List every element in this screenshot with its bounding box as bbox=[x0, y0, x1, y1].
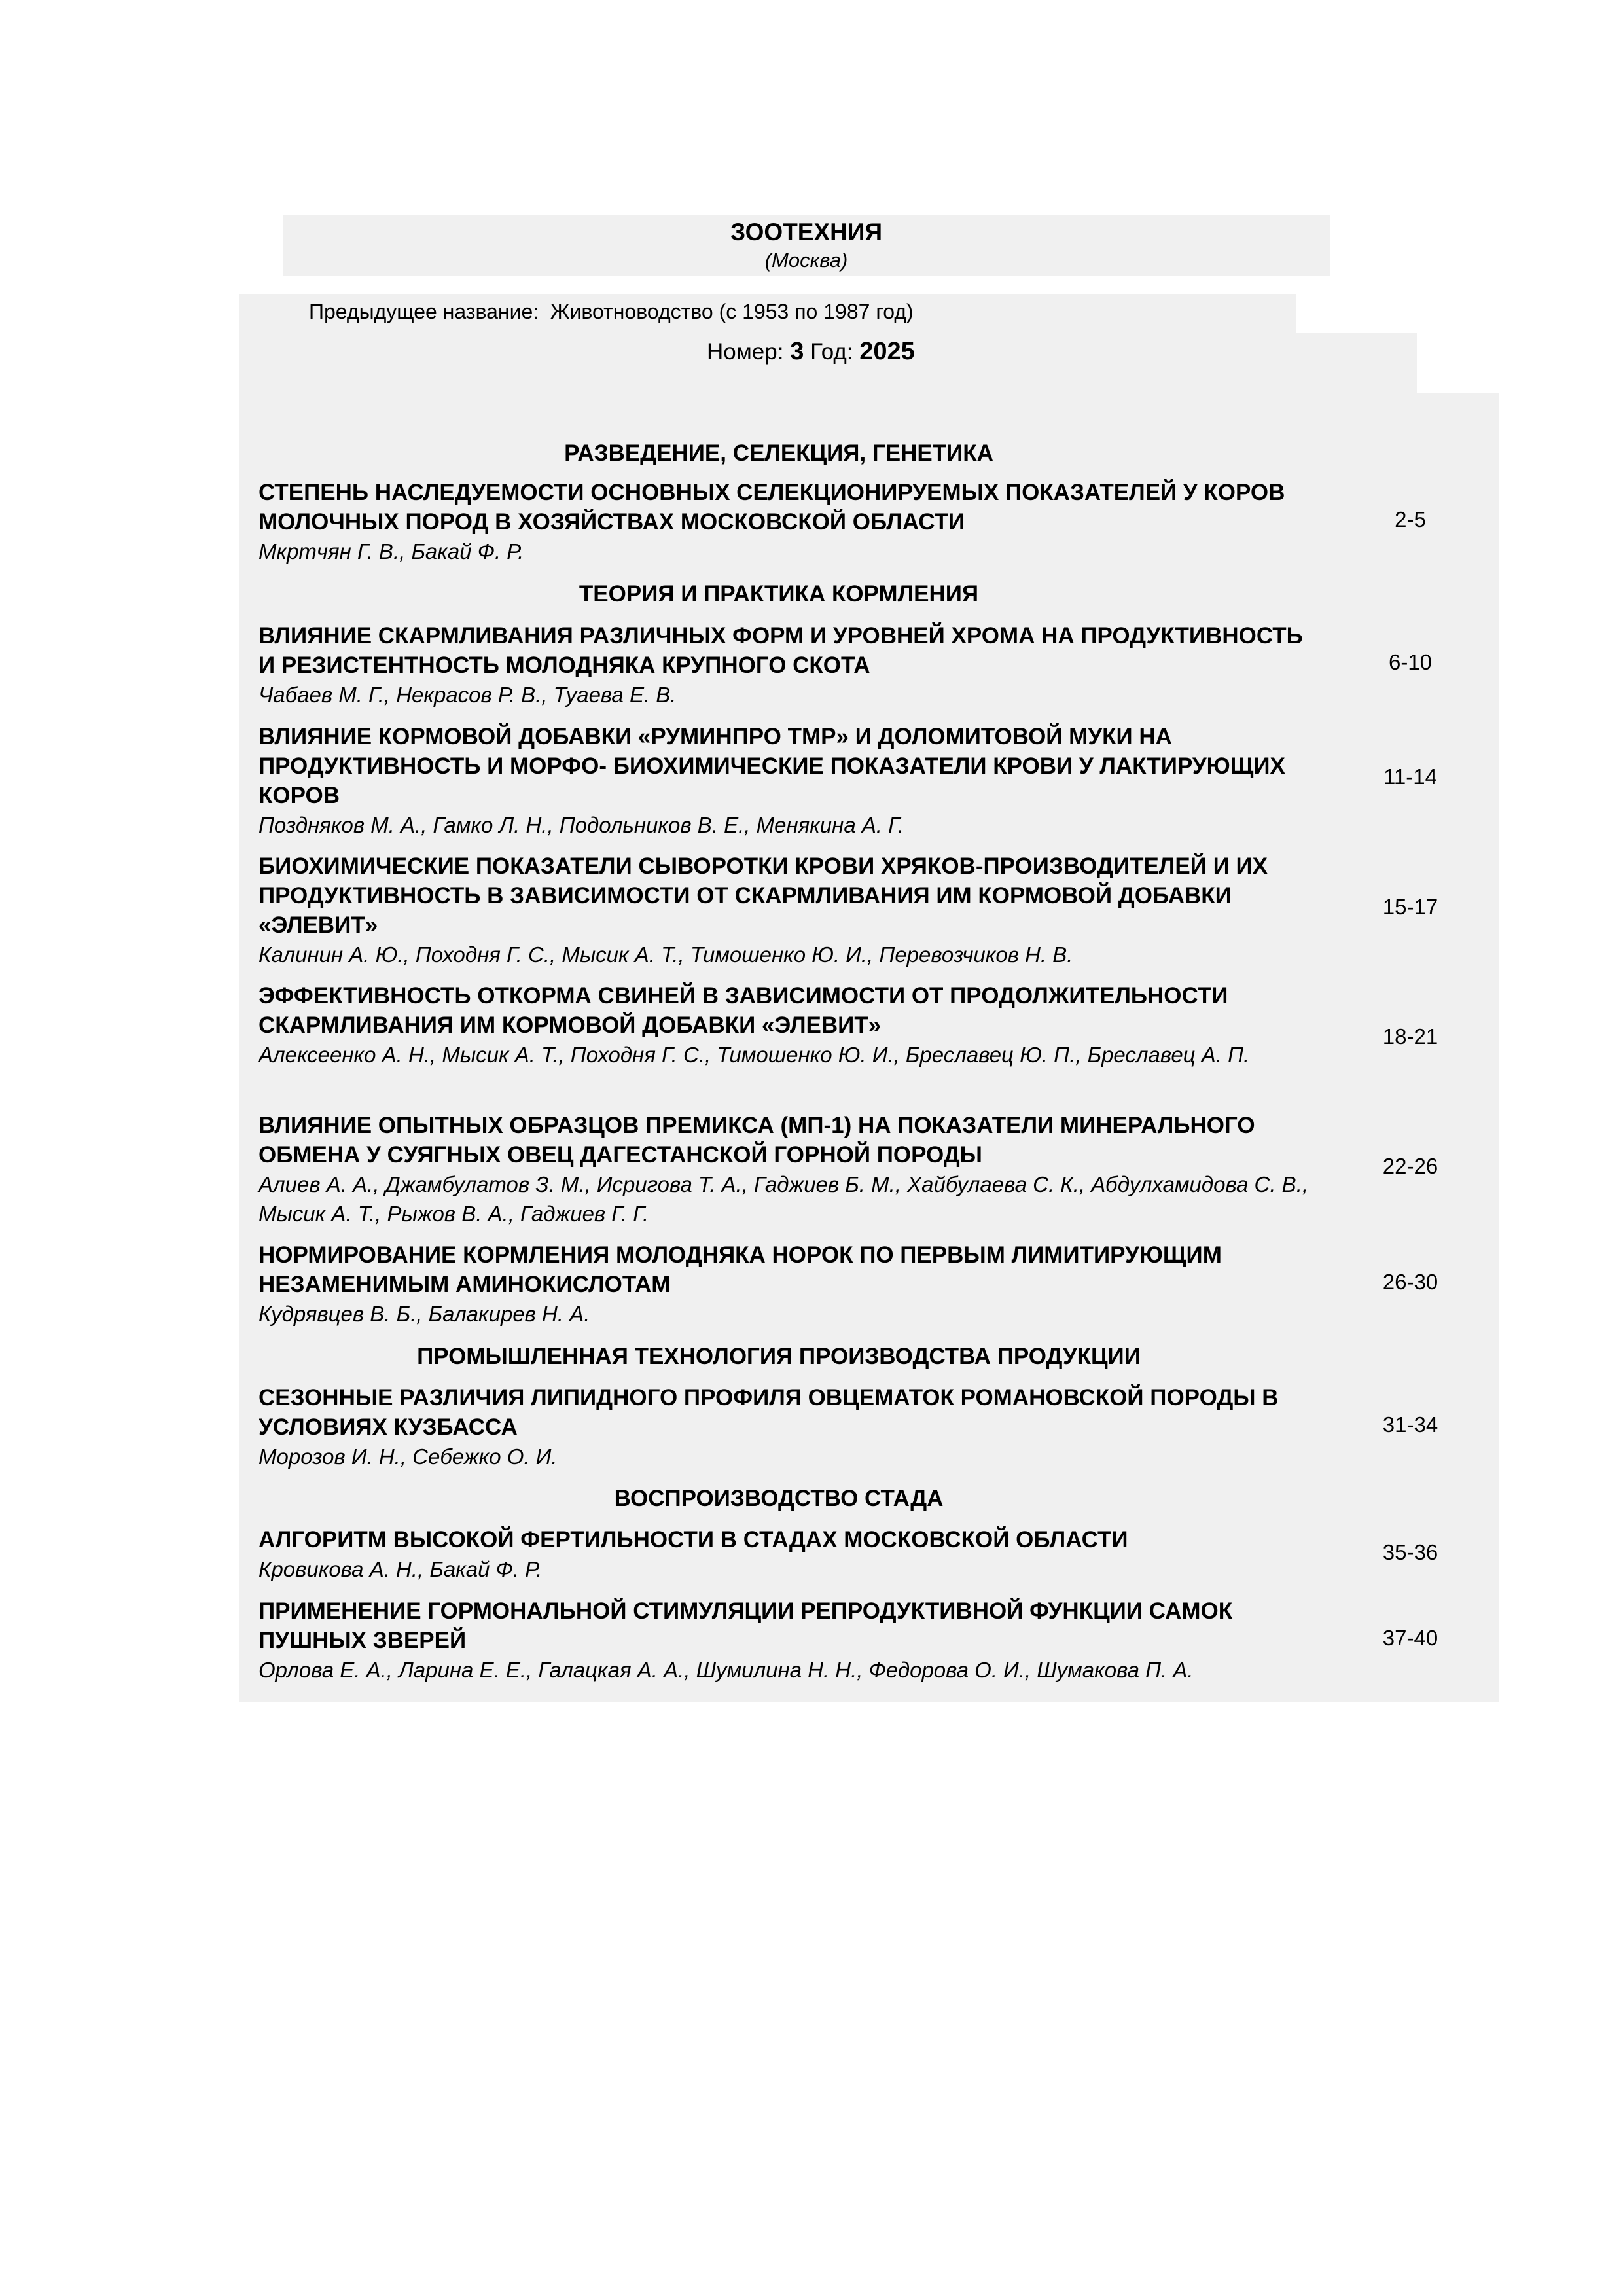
article-authors: Калинин А. Ю., Походня Г. С., Мысик А. Т., Тимошенко Ю. И., Перевозчиков Н. В. bbox=[259, 942, 1073, 967]
year-label: Год: bbox=[810, 339, 853, 365]
article-entry bbox=[259, 1111, 1319, 1229]
article-authors: Алиев А. А., Джамбулатов З. М., Исригова Т. А., Гаджиев Б. М., Хайбулаева С. К., Абдулхамидова С. В., Мысик А. Т., Рыжов В. А., Гаджиев Г. Г. bbox=[259, 1172, 1309, 1226]
article-pages: 2-5 bbox=[1395, 507, 1426, 531]
article-title[interactable]: ВЛИЯНИЕ ОПЫТНЫХ ОБРАЗЦОВ ПРЕМИКСА (МП-1) НА ПОКАЗАТЕЛИ МИНЕРАЛЬНОГО ОБМЕНА У СУЯГНЫХ ОВЕЦ ДАГЕСТАНСКОЙ ГОРНОЙ ПОРОДЫ bbox=[259, 1113, 1255, 1168]
article-entry bbox=[259, 722, 1319, 840]
article-title[interactable]: ПРИМЕНЕНИЕ ГОРМОНАЛЬНОЙ СТИМУЛЯЦИИ РЕПРОДУКТИВНОЙ ФУНКЦИИ САМОК ПУШНЫХ ЗВЕРЕЙ bbox=[259, 1598, 1233, 1653]
article-title[interactable]: ВЛИЯНИЕ КОРМОВОЙ ДОБАВКИ «РУМИНПРО ТМР» И ДОЛОМИТОВОЙ МУКИ НА ПРОДУКТИВНОСТЬ И МОРФО- БИОХИМИЧЕСКИЕ ПОКАЗАТЕЛИ КРОВИ У ЛАКТИРУЮЩИХ КОРОВ bbox=[259, 724, 1285, 808]
previous-name bbox=[309, 300, 914, 324]
article-authors: Кудрявцев В. Б., Балакирев Н. А. bbox=[259, 1302, 590, 1326]
section-heading: ТЕОРИЯ И ПРАКТИКА КОРМЛЕНИЯ bbox=[579, 581, 979, 607]
article-authors: Орлова Е. А., Ларина Е. Е., Галацкая А. А., Шумилина Н. Н., Федорова О. И., Шумакова П. А. bbox=[259, 1658, 1194, 1682]
article-pages: 18-21 bbox=[1382, 1024, 1438, 1049]
article-pages: 22-26 bbox=[1382, 1154, 1438, 1178]
article-entry bbox=[259, 1596, 1319, 1685]
section-heading: ПРОМЫШЛЕННАЯ ТЕХНОЛОГИЯ ПРОИЗВОДСТВА ПРОДУКЦИИ bbox=[417, 1344, 1141, 1369]
article-entry bbox=[259, 1240, 1319, 1329]
article-entry bbox=[259, 852, 1319, 969]
article-entry bbox=[259, 621, 1319, 709]
article-entry bbox=[259, 1383, 1319, 1471]
article-pages: 31-34 bbox=[1382, 1412, 1438, 1437]
article-authors: Кровикова А. Н., Бакай Ф. Р. bbox=[259, 1557, 543, 1581]
previous-name-value: Животноводство (с 1953 по 1987 год) bbox=[550, 300, 914, 323]
article-title[interactable]: АЛГОРИТМ ВЫСОКОЙ ФЕРТИЛЬНОСТИ В СТАДАХ МОСКОВСКОЙ ОБЛАСТИ bbox=[259, 1527, 1128, 1552]
article-entry bbox=[259, 981, 1319, 1069]
issue-label: Номер: bbox=[707, 339, 784, 365]
table-of-contents bbox=[239, 393, 1499, 1702]
article-entry bbox=[259, 1525, 1319, 1584]
previous-name-label: Предыдущее название: bbox=[309, 300, 539, 323]
article-authors: Чабаев М. Г., Некрасов Р. В., Туаева Е. В. bbox=[259, 683, 677, 707]
issue-info bbox=[707, 338, 915, 366]
article-authors: Поздняков М. А., Гамко Л. Н., Подольников В. Е., Менякина А. Г. bbox=[259, 813, 904, 837]
article-title[interactable]: ЭФФЕКТИВНОСТЬ ОТКОРМА СВИНЕЙ В ЗАВИСИМОСТИ ОТ ПРОДОЛЖИТЕЛЬНОСТИ СКАРМЛИВАНИЯ ИМ КОРМОВОЙ ДОБАВКИ «ЭЛЕВИТ» bbox=[259, 983, 1228, 1038]
article-authors: Алексеенко А. Н., Мысик А. Т., Походня Г. С., Тимошенко Ю. И., Бреславец Ю. П., Бреславец А. П. bbox=[259, 1043, 1250, 1067]
journal-city: (Москва) bbox=[764, 249, 848, 272]
article-title[interactable]: ВЛИЯНИЕ СКАРМЛИВАНИЯ РАЗЛИЧНЫХ ФОРМ И УРОВНЕЙ ХРОМА НА ПРОДУКТИВНОСТЬ И РЕЗИСТЕНТНОСТЬ МОЛОДНЯКА КРУПНОГО СКОТА bbox=[259, 623, 1303, 678]
section-heading: РАЗВЕДЕНИЕ, СЕЛЕКЦИЯ, ГЕНЕТИКА bbox=[564, 440, 993, 466]
article-authors: Мкртчян Г. В., Бакай Ф. Р. bbox=[259, 539, 524, 564]
article-pages: 35-36 bbox=[1382, 1540, 1438, 1564]
article-title[interactable]: СТЕПЕНЬ НАСЛЕДУЕМОСТИ ОСНОВНЫХ СЕЛЕКЦИОНИРУЕМЫХ ПОКАЗАТЕЛЕЙ У КОРОВ МОЛОЧНЫХ ПОРОД В ХОЗЯЙСТВАХ МОСКОВСКОЙ ОБЛАСТИ bbox=[259, 480, 1285, 535]
issue-number: 3 bbox=[790, 338, 804, 365]
article-pages: 37-40 bbox=[1382, 1626, 1438, 1650]
article-authors: Морозов И. Н., Себежко О. И. bbox=[259, 1444, 558, 1469]
article-pages: 11-14 bbox=[1383, 764, 1437, 789]
article-pages: 6-10 bbox=[1388, 650, 1433, 674]
journal-title: ЗООТЕХНИЯ bbox=[730, 219, 883, 245]
section-heading: ВОСПРОИЗВОДСТВО СТАДА bbox=[614, 1486, 944, 1511]
article-pages: 26-30 bbox=[1382, 1270, 1438, 1294]
article-title[interactable]: БИОХИМИЧЕСКИЕ ПОКАЗАТЕЛИ СЫВОРОТКИ КРОВИ ХРЯКОВ-ПРОИЗВОДИТЕЛЕЙ И ИХ ПРОДУКТИВНОСТЬ В ЗАВИСИМОСТИ ОТ СКАРМЛИВАНИЯ ИМ КОРМОВОЙ ДОБАВКИ «ЭЛЕВИТ» bbox=[259, 853, 1268, 938]
article-title[interactable]: СЕЗОННЫЕ РАЗЛИЧИЯ ЛИПИДНОГО ПРОФИЛЯ ОВЦЕМАТОК РОМАНОВСКОЙ ПОРОДЫ В УСЛОВИЯХ КУЗБАССА bbox=[259, 1385, 1279, 1440]
article-entry bbox=[259, 478, 1319, 566]
article-pages: 15-17 bbox=[1382, 895, 1438, 919]
year-value: 2025 bbox=[859, 338, 915, 365]
article-title[interactable]: НОРМИРОВАНИЕ КОРМЛЕНИЯ МОЛОДНЯКА НОРОК ПО ПЕРВЫМ ЛИМИТИРУЮЩИМ НЕЗАМЕНИМЫМ АМИНОКИСЛОТАМ bbox=[259, 1242, 1222, 1297]
